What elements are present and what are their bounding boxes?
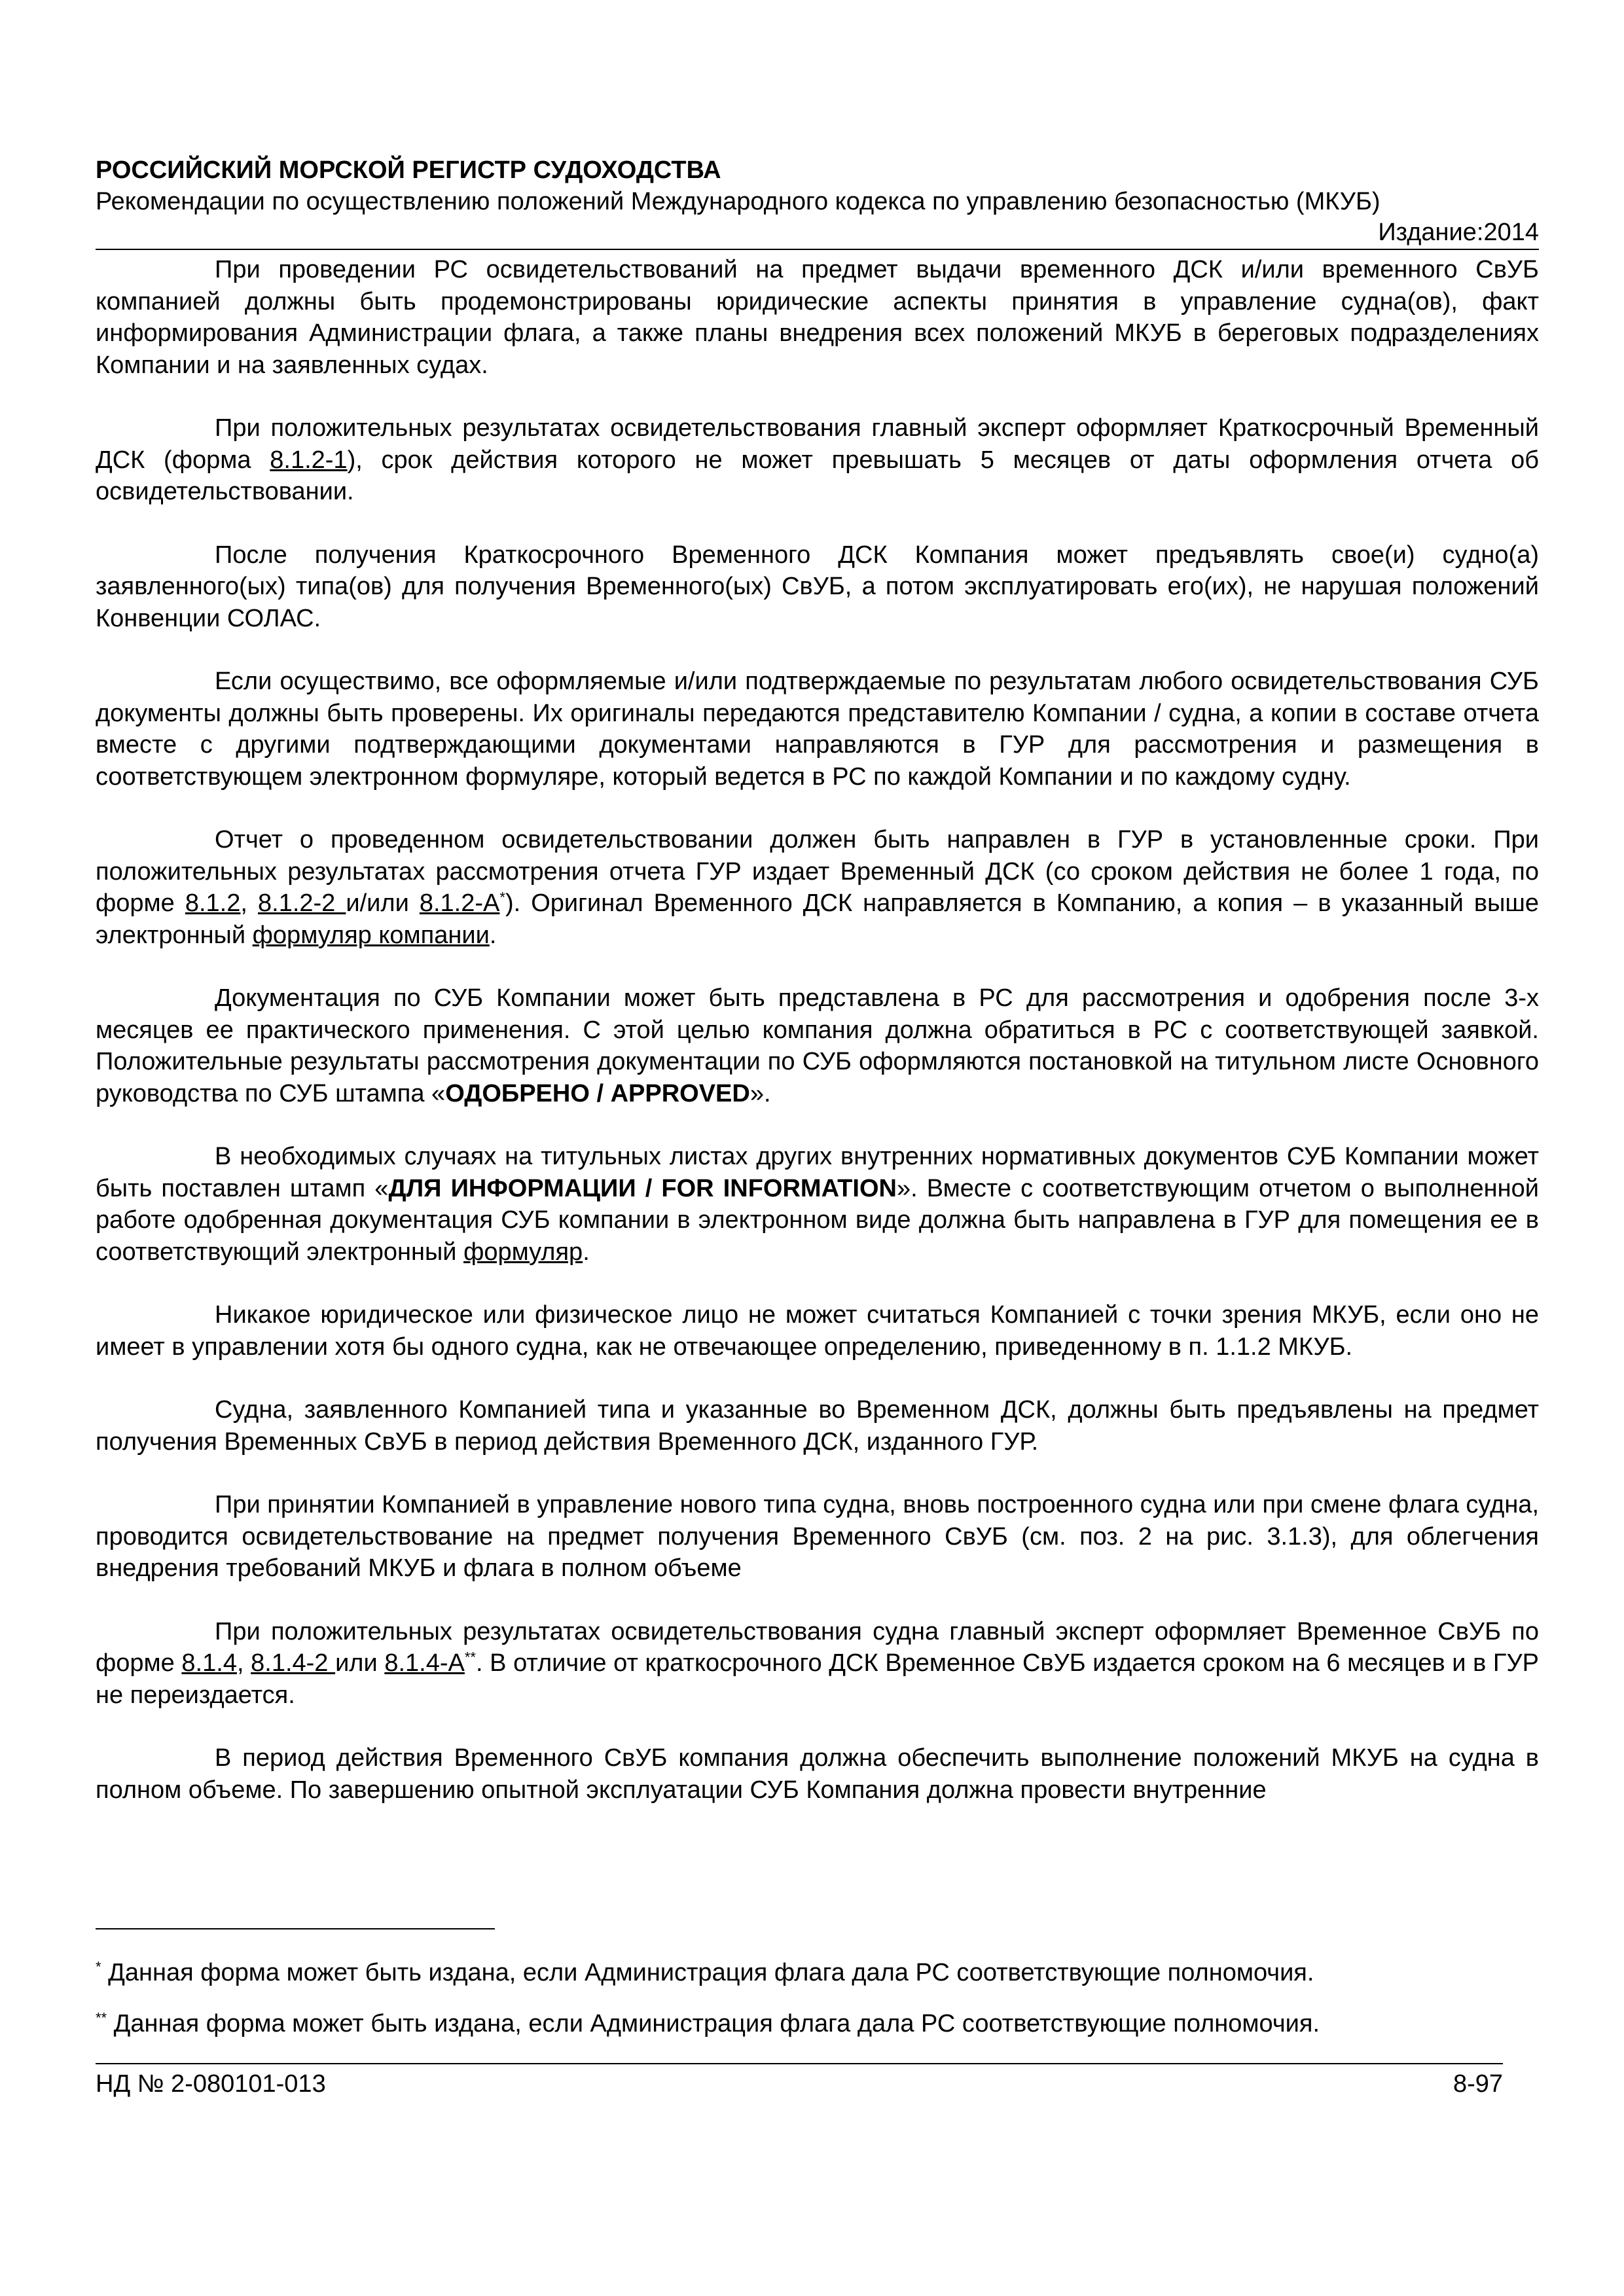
org-title: РОССИЙСКИЙ МОРСКОЙ РЕГИСТР СУДОХОДСТВА [96, 156, 721, 184]
paragraph-2-text-a: При положительных результатах освидетельствования главный эксперт оформляет Краткосрочный Временный ДСК (форма [96, 414, 1539, 474]
information-stamp-text: ДЛЯ ИНФОРМАЦИИ / FOR INFORMATION [388, 1174, 897, 1202]
paragraph-6-text-b: ». [749, 1079, 771, 1107]
edition-label: Издание:2014 [1378, 219, 1539, 246]
paragraph-7-text-c: . [583, 1238, 590, 1266]
page-number: 8-97 [1453, 2070, 1503, 2098]
paragraph-12: В период действия Временного СвУБ компания должна обеспечить выполнение положений МКУБ на судна в полном объеме. По завершению опытной эксплуатации СУБ Компания должна провести внутренние [96, 1744, 1539, 1804]
paragraph-3: После получения Краткосрочного Временного ДСК Компания может предъявлять свое(и) судно(а) заявленного(ых) типа(ов) для получения Временного(ых) СвУБ, а потом эксплуатировать его(их), не нарушая положений Конвенции СОЛАС. [96, 541, 1539, 632]
register-link[interactable]: формуляр [463, 1238, 583, 1266]
paragraph-6 [96, 982, 1539, 1109]
paragraph-5-separator-2: и/или [346, 889, 420, 917]
paragraph-11-text-a: При положительных результатах освидетельствования судна главный эксперт оформляет Временное СвУБ по форме [96, 1617, 1539, 1677]
page-footer [96, 2068, 1503, 2100]
paragraph-5 [96, 824, 1539, 951]
footnote-divider [96, 1928, 495, 1929]
paragraph-8: Никакое юридическое или физическое лицо не может считаться Компанией с точки зрения МКУБ, если оно не имеет в управлении хотя бы одного судна, как не отвечающее определению, приведенному в п. 1.1.2 МКУБ. [96, 1301, 1539, 1361]
document-title: Рекомендации по осуществлению положений Международного кодекса по управлению безопасностью (МКУБ) [96, 188, 1380, 215]
footnote-1 [96, 1957, 1539, 1988]
header-divider [96, 249, 1539, 250]
footnote-1-mark: * [96, 1958, 101, 1975]
footnote-marker-1: * [499, 889, 505, 906]
paragraph-5-text-b: ). Оригинал Временного ДСК направляется в Компанию, а копия – в указанный выше электронный [96, 889, 1539, 949]
footnote-2-mark: ** [96, 2009, 107, 2026]
paragraph-7 [96, 1141, 1539, 1268]
footnote-2 [96, 2008, 1539, 2039]
paragraph-2-text-b: ), срок действия которого не может превышать 5 месяцев от даты оформления отчета об освидетельствовании. [96, 446, 1539, 505]
paragraph-6-text-a: Документация по СУБ Компании может быть представлена в РС для рассмотрения и одобрения после 3-х месяцев ее практического применения. С этой целью компания должна обратиться в РС с соответствующей заявкой. Положительные результаты рассмотрения документации по СУБ оформляются постановкой на титульном листе Основного руководства по СУБ штампа « [96, 984, 1539, 1107]
paragraph-1: При проведении РС освидетельствований на предмет выдачи временного ДСК и/или временного СвУБ компанией должны быть продемонстрированы юридические аспекты принятия в управление судна(ов), факт информирования Администрации флага, а также планы внедрения всех положений МКУБ в береговых подразделениях Компании и на заявленных судах. [96, 256, 1539, 379]
body-text [96, 254, 1539, 1806]
form-link-8-1-2-1[interactable]: 8.1.2-1 [270, 446, 348, 474]
form-link-8-1-2-a[interactable]: 8.1.2-А [419, 889, 500, 917]
company-register-link[interactable]: формуляр компании [252, 921, 490, 949]
footnotes [96, 1957, 1539, 2059]
paragraph-5-text-c: . [489, 921, 497, 949]
footnote-marker-2: ** [464, 1649, 476, 1666]
paragraph-4: Если осуществимо, все оформляемые и/или подтверждаемые по результатам любого освидетельствования СУБ документы должны быть проверены. Их оригиналы передаются представителю Компании / судна, а копии в составе отчета вместе с другими подтверждающими документами направляются в ГУР для рассмотрения и размещения в соответствующем электронном формуляре, который ведется в РС по каждой Компании и по каждому судну. [96, 668, 1539, 791]
form-link-8-1-4[interactable]: 8.1.4 [181, 1649, 237, 1677]
paragraph-9: Судна, заявленного Компанией типа и указанные во Временном ДСК, должны быть предъявлены на предмет получения Временных СвУБ в период действия Временного ДСК, изданного ГУР. [96, 1396, 1539, 1456]
paragraph-10: При принятии Компанией в управление нового типа судна, вновь построенного судна или при смене флага судна, проводится освидетельствование на предмет получения Временного СвУБ (см. поз. 2 на рис. 3.1.3), для облегчения внедрения требований МКУБ и флага в полном объеме [96, 1491, 1539, 1582]
paragraph-2 [96, 412, 1539, 508]
paragraph-11-text-b: . В отличие от краткосрочного ДСК Временное СвУБ издается сроком на 6 месяцев и в ГУР не переиздается. [96, 1649, 1539, 1709]
form-link-8-1-2-2[interactable]: 8.1.2-2 [258, 889, 346, 917]
paragraph-5-text-a: Отчет о проведенном освидетельствовании должен быть направлен в ГУР в установленные сроки. При положительных результатах рассмотрения отчета ГУР издает Временный ДСК (со сроком действия не более 1 года, по форме [96, 826, 1539, 917]
paragraph-5-separator-1: , [240, 889, 259, 917]
document-number: НД № 2-080101-013 [96, 2070, 326, 2098]
footer-divider [96, 2063, 1503, 2064]
paragraph-11-separator-1: , [236, 1649, 251, 1677]
paragraph-11 [96, 1616, 1539, 1712]
approved-stamp-text: ОДОБРЕНО / APPROVED [445, 1079, 750, 1107]
page-content [96, 154, 1539, 1837]
paragraph-7-text-b: ». Вместе с соответствующим отчетом о выполненной работе одобренная документация СУБ компании в электронном виде должна быть направлена в ГУР для помещения ее в соответствующий электронный [96, 1174, 1540, 1266]
footnote-1-text: Данная форма может быть издана, если Администрация флага дала РС соответствующие полномочия. [101, 1959, 1314, 1986]
form-link-8-1-4-2[interactable]: 8.1.4-2 [251, 1649, 336, 1677]
paragraph-11-separator-2: или [335, 1649, 385, 1677]
form-link-8-1-2[interactable]: 8.1.2 [185, 889, 241, 917]
paragraph-7-text-a: В необходимых случаях на титульных листах других внутренних нормативных документов СУБ Компании может быть поставлен штамп « [96, 1143, 1539, 1202]
footnote-2-text: Данная форма может быть издана, если Администрация флага дала РС соответствующие полномочия. [107, 2010, 1320, 2037]
form-link-8-1-4-a[interactable]: 8.1.4-А [384, 1649, 465, 1677]
